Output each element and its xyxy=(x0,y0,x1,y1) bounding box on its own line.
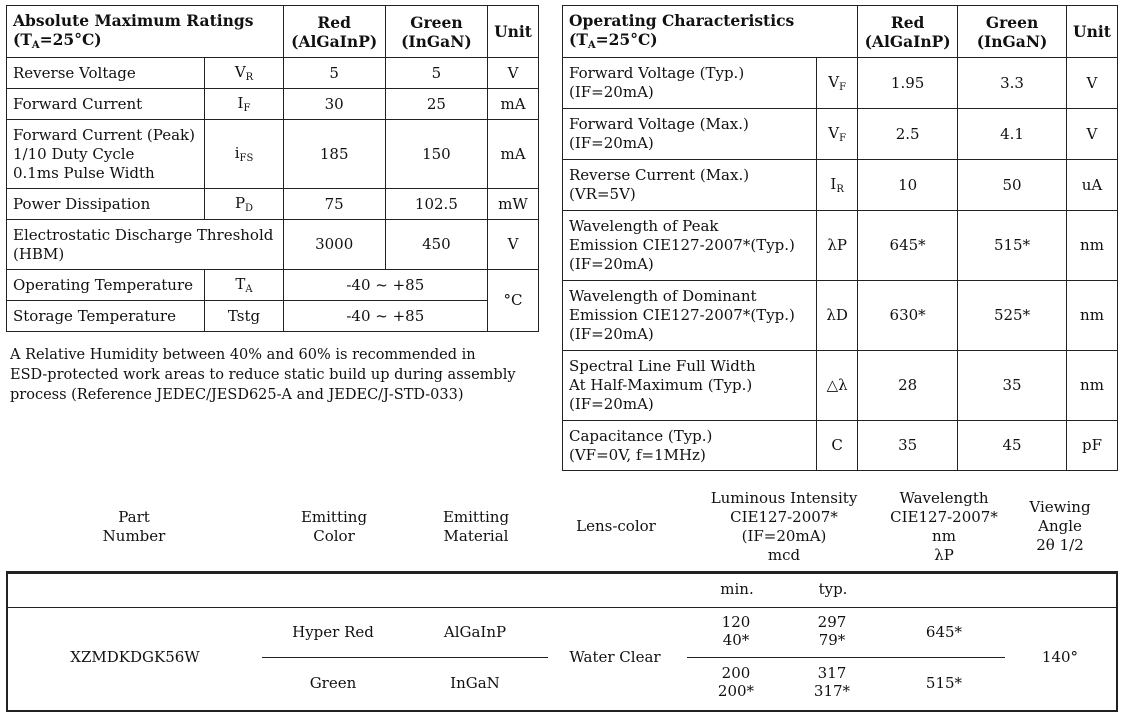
param-label: Capacitance (Typ.) (VF=0V, f=1MHz) xyxy=(563,421,817,471)
param-label: Electrostatic Discharge Threshold (HBM) xyxy=(7,220,284,270)
param-label: Forward Current (Peak) 1/10 Duty Cycle 0.1ms Pulse Width xyxy=(7,120,205,189)
symbol: $i_{FS}$ xyxy=(205,120,283,189)
header-emitting-color: Emitting Color xyxy=(300,508,368,545)
green-value: 450 xyxy=(385,220,487,270)
symbol: $P_D$ xyxy=(205,189,283,220)
amr-header-unit: Unit xyxy=(488,6,539,58)
min-intensity: 120 40* xyxy=(721,613,751,649)
symbol: λP xyxy=(817,211,858,281)
absolute-maximum-ratings-table xyxy=(6,5,539,332)
symbol: $T_A$ xyxy=(205,270,283,301)
red-value: 30 xyxy=(283,89,385,120)
param-label: Forward Voltage (Typ.) (IF=20mA) xyxy=(563,58,817,109)
row-divider xyxy=(262,657,548,658)
table-row xyxy=(563,281,1118,351)
red-value: 28 xyxy=(858,351,958,421)
header-viewing-angle: Viewing Angle 2θ 1/2 xyxy=(1029,498,1091,554)
unit: nm xyxy=(1066,281,1117,351)
table-row xyxy=(7,220,539,270)
amr-header-title: Absolute Maximum Ratings $(T_A=25^\circ C)$ xyxy=(7,6,284,58)
red-value: 5 xyxy=(283,58,385,89)
symbol: $V_F$ xyxy=(817,109,858,160)
table-row xyxy=(563,351,1118,421)
unit: pF xyxy=(1066,421,1117,471)
red-value: 75 xyxy=(283,189,385,220)
table-row xyxy=(563,160,1118,211)
red-value: 630* xyxy=(858,281,958,351)
green-value: 50 xyxy=(958,160,1067,211)
amr-header-green: Green (InGaN) xyxy=(385,6,487,58)
red-value: 1.95 xyxy=(858,58,958,109)
operating-characteristics-table xyxy=(562,5,1118,471)
green-value: 3.3 xyxy=(958,58,1067,109)
esd-note: A Relative Humidity between 40% and 60% is recommended in ESD-protected work areas to reduce static build up during assembly process (Reference JEDEC/JESD625-A and JEDEC/J-STD-033) xyxy=(10,347,516,403)
opc-header-red: Red (AlGaInP) xyxy=(858,6,958,58)
unit: V xyxy=(488,58,539,89)
opc-header-unit: Unit xyxy=(1066,6,1117,58)
table-row xyxy=(7,189,539,220)
symbol: Tstg xyxy=(205,301,283,332)
table-row xyxy=(563,58,1118,109)
wavelength: 515* xyxy=(925,674,963,692)
opc-header-green: Green (InGaN) xyxy=(958,6,1067,58)
emitting-material: AlGaInP xyxy=(443,623,507,641)
green-value: 4.1 xyxy=(958,109,1067,160)
emitting-color: Green xyxy=(309,674,357,692)
unit: nm xyxy=(1066,211,1117,281)
red-value: 185 xyxy=(283,120,385,189)
header-part-number: Part Number xyxy=(102,508,166,545)
typ-intensity: 297 79* xyxy=(817,613,847,649)
typ-intensity: 317 317* xyxy=(813,664,851,700)
header-luminous-intensity: Luminous Intensity CIE127-2007* (IF=20mA) mcd xyxy=(710,489,858,564)
symbol: $I_F$ xyxy=(205,89,283,120)
param-label: Storage Temperature xyxy=(7,301,205,332)
header-wavelength: Wavelength CIE127-2007* nm λP xyxy=(890,489,998,564)
viewing-angle: 140° xyxy=(1041,648,1079,666)
symbol: λD xyxy=(817,281,858,351)
unit: V xyxy=(488,220,539,270)
red-value: 2.5 xyxy=(858,109,958,160)
green-value: 45 xyxy=(958,421,1067,471)
amr-header-red: Red (AlGaInP) xyxy=(283,6,385,58)
lens-color: Water Clear xyxy=(569,648,661,666)
red-value: 10 xyxy=(858,160,958,211)
symbol: C xyxy=(817,421,858,471)
unit: °C xyxy=(488,270,539,332)
table-row xyxy=(563,109,1118,160)
symbol: △λ xyxy=(817,351,858,421)
unit: mW xyxy=(488,189,539,220)
unit: mA xyxy=(488,120,539,189)
temp-range: -40 ~ +85 xyxy=(283,301,487,332)
header-lens-color: Lens-color xyxy=(576,517,656,535)
param-label: Reverse Voltage xyxy=(7,58,205,89)
symbol: $I_R$ xyxy=(817,160,858,211)
unit: mA xyxy=(488,89,539,120)
unit: V xyxy=(1066,58,1117,109)
param-label: Wavelength of Dominant Emission CIE127-2007*(Typ.) (IF=20mA) xyxy=(563,281,817,351)
table-row xyxy=(7,270,539,301)
param-label: Operating Temperature xyxy=(7,270,205,301)
emitting-color: Hyper Red xyxy=(292,623,374,641)
divider xyxy=(8,607,1116,608)
red-value: 35 xyxy=(858,421,958,471)
table-row xyxy=(7,58,539,89)
param-label: Power Dissipation xyxy=(7,189,205,220)
subheader-typ: typ. xyxy=(818,580,848,598)
green-value: 35 xyxy=(958,351,1067,421)
green-value: 525* xyxy=(958,281,1067,351)
table-row xyxy=(7,89,539,120)
red-value: 3000 xyxy=(283,220,385,270)
green-value: 5 xyxy=(385,58,487,89)
param-label: Forward Current xyxy=(7,89,205,120)
red-value: 645* xyxy=(858,211,958,281)
emitting-material: InGaN xyxy=(450,674,500,692)
green-value: 25 xyxy=(385,89,487,120)
part-number: XZMDKDGK56W xyxy=(70,648,200,666)
param-label: Reverse Current (Max.) (VR=5V) xyxy=(563,160,817,211)
opc-header-title: Operating Characteristics $(T_A=25^\circ C)$ xyxy=(563,6,858,58)
symbol: $V_F$ xyxy=(817,58,858,109)
param-label: Spectral Line Full Width At Half-Maximum (Typ.) (IF=20mA) xyxy=(563,351,817,421)
unit: V xyxy=(1066,109,1117,160)
green-value: 150 xyxy=(385,120,487,189)
table-row xyxy=(7,120,539,189)
unit: nm xyxy=(1066,351,1117,421)
green-value: 515* xyxy=(958,211,1067,281)
param-label: Wavelength of Peak Emission CIE127-2007*(Typ.) (IF=20mA) xyxy=(563,211,817,281)
green-value: 102.5 xyxy=(385,189,487,220)
header-emitting-material: Emitting Material xyxy=(442,508,510,545)
table-row xyxy=(563,211,1118,281)
table-row xyxy=(7,301,539,332)
min-intensity: 200 200* xyxy=(717,664,755,700)
row-divider xyxy=(687,657,1005,658)
table-row xyxy=(563,421,1118,471)
symbol: $V_R$ xyxy=(205,58,283,89)
temp-range: -40 ~ +85 xyxy=(283,270,487,301)
param-label: Forward Voltage (Max.) (IF=20mA) xyxy=(563,109,817,160)
subheader-min: min. xyxy=(720,580,754,598)
wavelength: 645* xyxy=(925,623,963,641)
unit: uA xyxy=(1066,160,1117,211)
